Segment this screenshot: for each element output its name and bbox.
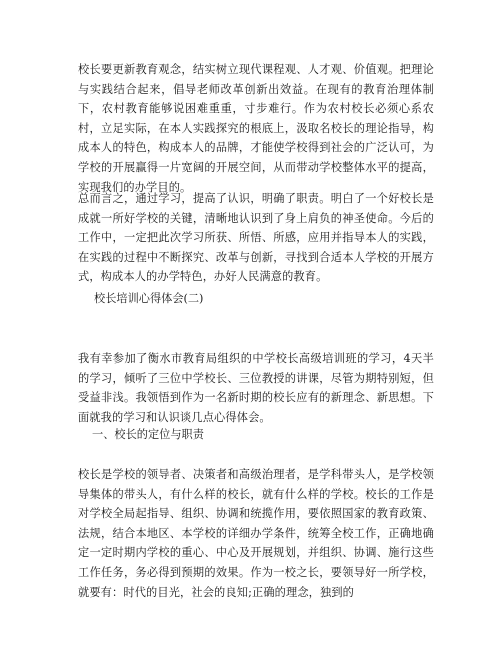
paragraph-3: 我有幸参加了衡水市教育局组织的中学校长高级培训班的学习，4天半的学习，倾听了三位中学校长、三位教授的讲课，尽管为期特别短，但受益非浅。我领悟到作为一名新时期的校长应有的新理念、新思想。下面就我的学习和认识谈几点心得体会。 [78,352,434,424]
paragraph-1: 校长要更新教育观念，结实树立现代课程观、人才观、价值观。把理论与实践结合起来，倡导老师改革创新出效益。在现有的教育治理体制下，农村教育能够说困难重重，寸步难行。作为农村校长必须心系农村，立足实际，在本人实践探究的根底上，汲取名校长的理论指导，构成本人的特色，构成本人的品牌，才能使学校得到社会的广泛认可，为学校的开展赢得一片宽阔的开展空间，从而带动学校整体水平的提高，实现我们的办学目的。 [78,63,434,194]
paragraph-2: 总而言之，通过学习，提高了认识，明确了职责。明白了一个好校长是成就一所好学校的关键，清晰地认识到了身上肩负的神圣使命。今后的工作中，一定把此次学习所获、所悟、所感，应用并指导本人的实践，在实践的过程中不断探究、改革与创新，寻找到合适本人学校的开展方式，构成本人的办学特色，办好人民满意的教育。 [78,192,434,284]
paragraph-4: 校长是学校的领导者、决策者和高级治理者，是学科带头人，是学校领导集体的带头人，有什么样的校长，就有什么样的学校。校长的工作是对学校全局起指导、组织、协调和统揽作用，要依照国家的教育政策、法规，结合本地区、本学校的详细办学条件，统筹全校工作，正确地确定一定时期内学校的重心、中心及开展规划，并组织、协调、施行这些工作任务，务必得到预期的效果。作为一校之长，要领导好一所学校，就要有：时代的目光，社会的良知;正确的理念，独到的 [78,468,434,599]
section-title: 校长培训心得体会(二) [94,292,204,305]
subsection-heading: 一、校长的定位与职责 [92,428,204,441]
